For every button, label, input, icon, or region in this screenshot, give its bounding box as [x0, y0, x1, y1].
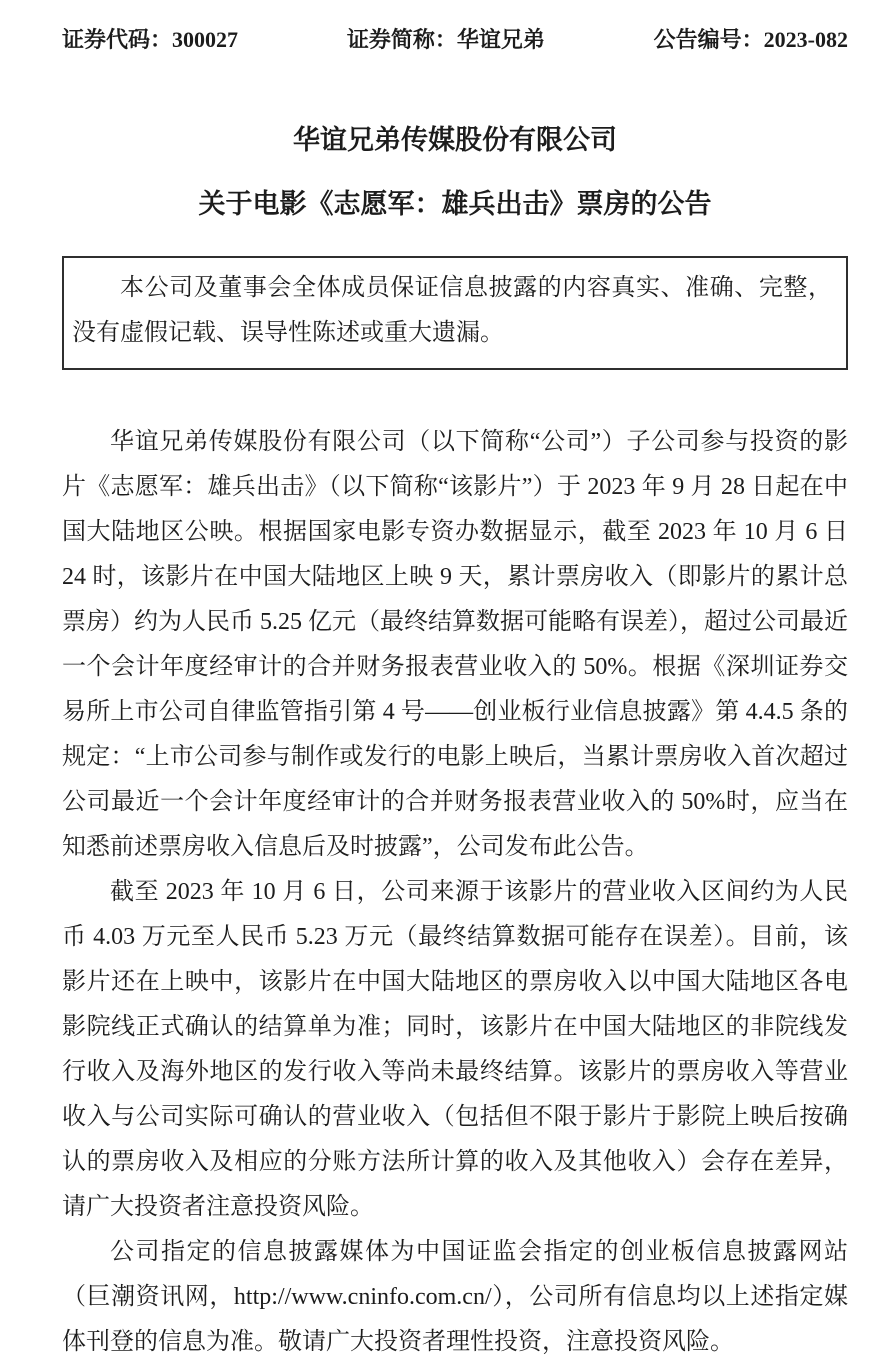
- announcement-number-text: 公告编号：2023-082: [653, 27, 848, 52]
- title-block: [62, 124, 848, 220]
- announcement-body: [62, 420, 848, 1365]
- body-paragraph-3: 公司指定的信息披露媒体为中国证监会指定的创业板信息披露网站（巨潮资讯网，http://www.cninfo.com.cn/），公司所有信息均以上述指定媒体刊登的信息为准。敬请广大投资者理性投资，注意投资风险。: [62, 1239, 848, 1355]
- disclaimer-text: 本公司及董事会全体成员保证信息披露的内容真实、准确、完整，没有虚假记载、误导性陈述或重大遗漏。: [72, 275, 832, 346]
- body-paragraph-2: 截至 2023 年 10 月 6 日，公司来源于该影片的营业收入区间约为人民币 4.03 万元至人民币 5.23 万元（最终结算数据可能存在误差）。目前，该影片还在上映中，该影片在中国大陆地区的票房收入以中国大陆地区各电影院线正式确认的结算单为准；同时，该影片在中国大陆地区的非院线发行收入及海外地区的发行收入等尚未最终结算。该影片的票房收入等营业收入与公司实际可确认的营业收入（包括但不限于影片于影院上映后按确认的票房收入及相应的分账方法所计算的收入及其他收入）会存在差异，请广大投资者注意投资风险。: [62, 879, 848, 1220]
- body-paragraph-1: 华谊兄弟传媒股份有限公司（以下简称“公司”）子公司参与投资的影片《志愿军：雄兵出击》（以下简称“该影片”）于 2023 年 9 月 28 日起在中国大陆地区公映。根据国家电影专资办数据显示，截至 2023 年 10 月 6 日 24 时，该影片在中国大陆地区上映 9 天，累计票房收入（即影片的累计总票房）约为人民币 5.25 亿元（最终结算数据可能略有误差），超过公司最近一个会计年度经审计的合并财务报表营业收入的 50%。根据《深圳证券交易所上市公司自律监管指引第 4 号——创业板行业信息披露》第 4.4.5 条的规定：“上市公司参与制作或发行的电影上映后，当累计票房收入首次超过公司最近一个会计年度经审计的合并财务报表营业收入的 50%时，应当在知悉前述票房收入信息后及时披露”，公司发布此公告。: [62, 429, 848, 860]
- disclaimer-box: [62, 256, 848, 370]
- stock-short-name-text: 证券简称：华谊兄弟: [346, 27, 545, 52]
- stock-code-text: 证券代码：300027: [62, 27, 239, 52]
- announcement-subject-title: 关于电影《志愿军：雄兵出击》票房的公告: [198, 189, 712, 219]
- company-name-title: 华谊兄弟传媒股份有限公司: [293, 125, 617, 155]
- document-header: [62, 26, 848, 54]
